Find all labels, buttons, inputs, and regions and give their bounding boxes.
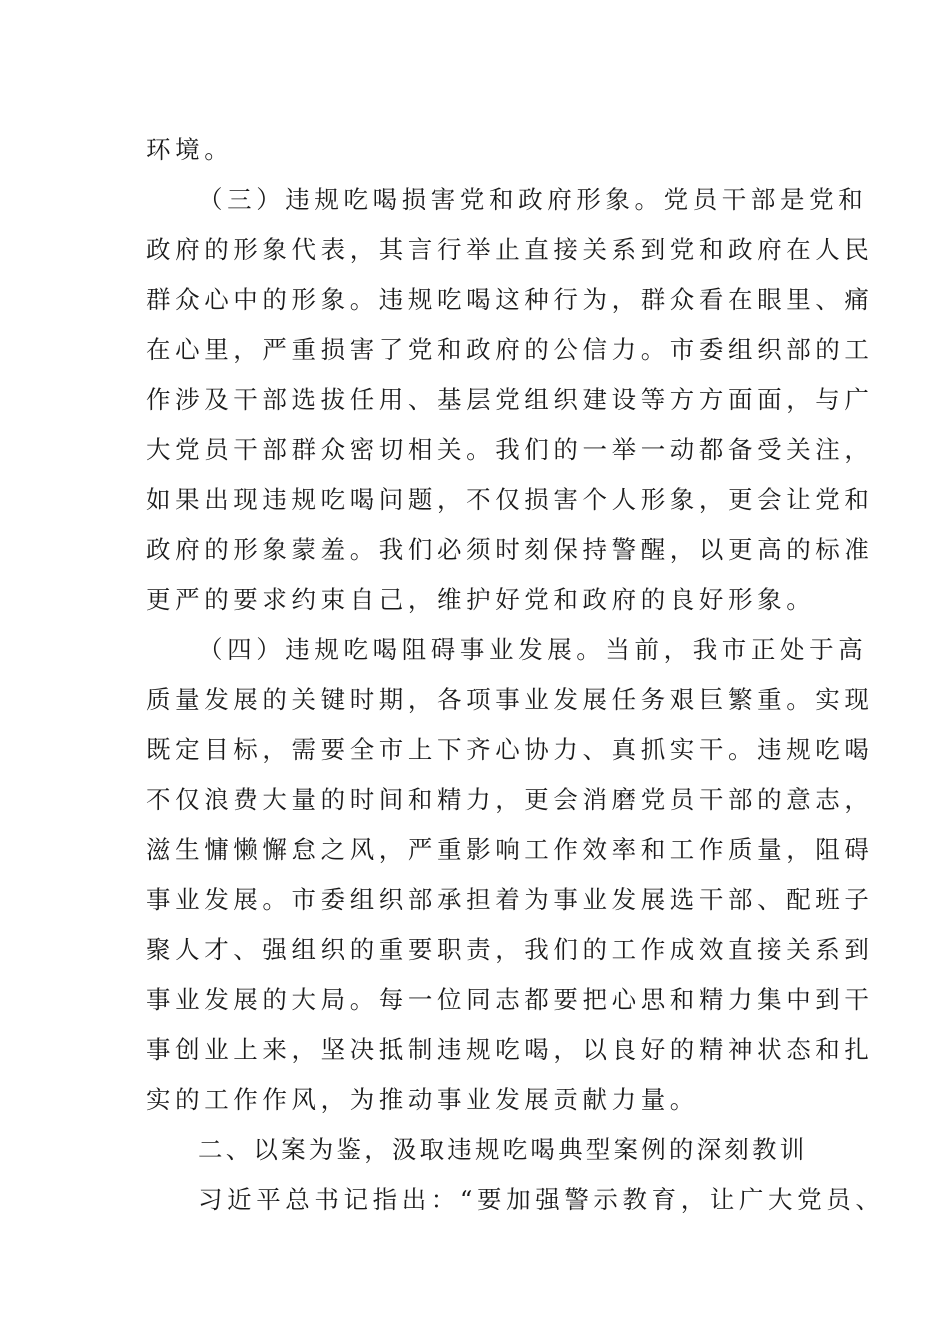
text-line: 环境。 (146, 135, 234, 164)
text-line: 事创业上来，坚决抵制违规吃喝，以良好的精神状态和扎 (146, 1035, 874, 1064)
text-line: 大党员干部群众密切相关。我们的一举一动都备受关注， (146, 435, 874, 464)
text-line: 如果出现违规吃喝问题，不仅损害个人形象，更会让党和 (146, 485, 874, 514)
text-line: 作涉及干部选拔任用、基层党组织建设等方方面面，与广 (146, 385, 874, 414)
text-line: 更严的要求约束自己，维护好党和政府的良好形象。 (146, 585, 816, 614)
text-line: 习近平总书记指出：“要加强警示教育，让广大党员、 (198, 1185, 885, 1214)
text-line: 政府的形象蒙羞。我们必须时刻保持警醒，以更高的标准 (146, 535, 874, 564)
text-line: 聚人才、强组织的重要职责，我们的工作成效直接关系到 (146, 935, 874, 964)
text-line: 在心里，严重损害了党和政府的公信力。市委组织部的工 (146, 335, 874, 364)
text-line: 质量发展的关键时期，各项事业发展任务艰巨繁重。实现 (146, 685, 874, 714)
text-line: 滋生慵懒懈怠之风，严重影响工作效率和工作质量，阻碍 (146, 835, 874, 864)
text-line: 不仅浪费大量的时间和精力，更会消磨党员干部的意志， (146, 785, 874, 814)
section-heading: 二、以案为鉴，汲取违规吃喝典型案例的深刻教训 (198, 1135, 808, 1164)
text-line: 群众心中的形象。违规吃喝这种行为，群众看在眼里、痛 (146, 285, 874, 314)
text-line: 实的工作作风，为推动事业发展贡献力量。 (146, 1085, 699, 1114)
text-line: 事业发展的大局。每一位同志都要把心思和精力集中到干 (146, 985, 874, 1014)
text-line: 事业发展。市委组织部承担着为事业发展选干部、配班子 (146, 885, 874, 914)
paragraph-heading-four: （四）违规吃喝阻碍事业发展。当前，我市正处于高 (198, 635, 868, 664)
paragraph-heading-three: （三）违规吃喝损害党和政府形象。党员干部是党和 (198, 185, 868, 214)
text-line: 既定目标，需要全市上下齐心协力、真抓实干。违规吃喝 (146, 735, 874, 764)
text-line: 政府的形象代表，其言行举止直接关系到党和政府在人民 (146, 235, 874, 264)
